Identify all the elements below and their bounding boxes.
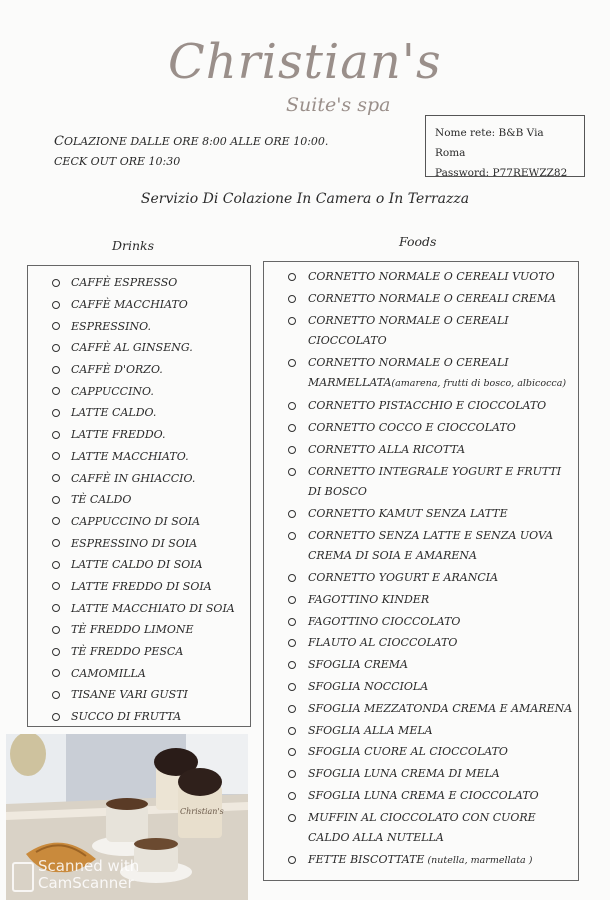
- bullet-circle-icon: [288, 639, 296, 647]
- food-item-label: SFOGLIA ALLA MELA: [308, 723, 433, 737]
- bullet-circle-icon: [288, 596, 296, 604]
- drink-item: [52, 380, 248, 402]
- drink-item-label: LATTE FREDDO.: [71, 428, 166, 442]
- drink-item-label: TÈ FREDDO LIMONE: [71, 623, 194, 637]
- drink-item: [52, 576, 248, 598]
- food-item: [288, 396, 573, 417]
- drink-item-label: LATTE FREDDO DI SOIA: [71, 579, 212, 593]
- food-item: [288, 699, 573, 720]
- food-item-label: CORNETTO COCCO E CIOCCOLATO: [308, 420, 516, 434]
- drink-item: [52, 489, 248, 511]
- food-item: [288, 311, 573, 352]
- drink-item: [52, 337, 248, 359]
- bullet-circle-icon: [52, 344, 60, 352]
- bullet-circle-icon: [52, 626, 60, 634]
- drink-item: [52, 706, 248, 728]
- bullet-circle-icon: [52, 691, 60, 699]
- food-item: [288, 440, 573, 461]
- bullet-circle-icon: [52, 452, 60, 460]
- food-item-label: SFOGLIA MEZZATONDA CREMA E AMARENA: [308, 701, 573, 715]
- food-item: [288, 850, 573, 872]
- drink-item: [52, 272, 248, 294]
- food-item-label: FAGOTTINO CIOCCOLATO: [308, 614, 461, 628]
- bullet-circle-icon: [52, 431, 60, 439]
- food-item-label: SFOGLIA LUNA CREMA E CIOCCOLATO: [308, 788, 539, 802]
- food-item: [288, 764, 573, 785]
- foods-list: [288, 267, 573, 873]
- food-item: [288, 655, 573, 676]
- bullet-circle-icon: [288, 770, 296, 778]
- service-title: Servizio Di Colazione In Camera o In Terrazza: [140, 191, 470, 207]
- drink-item-label: CAFFÈ MACCHIATO: [71, 298, 188, 312]
- drink-item: [52, 619, 248, 641]
- wifi-password: Password: P77REWZZ82: [435, 167, 568, 179]
- watermark-line-2: CamScanner: [38, 874, 134, 892]
- bullet-circle-icon: [52, 387, 60, 395]
- food-item-label: CORNETTO NORMALE O CEREALI VUOTO: [308, 270, 555, 283]
- bullet-circle-icon: [288, 359, 296, 367]
- food-item-label: CORNETTO PISTACCHIO E CIOCCOLATO: [308, 399, 547, 413]
- drink-item-label: SUCCO DI FRUTTA: [71, 710, 182, 724]
- bullet-circle-icon: [288, 814, 296, 822]
- drink-item-label: TÈ FREDDO PESCA: [71, 645, 184, 659]
- bullet-circle-icon: [52, 539, 60, 547]
- bullet-circle-icon: [288, 446, 296, 454]
- drink-item: [52, 446, 248, 468]
- food-item-label: MUFFIN AL CIOCCOLATO CON CUORE CALDO ALLA NUTELLA: [308, 810, 536, 845]
- drink-item: [52, 511, 248, 533]
- breakfast-hours: [54, 132, 328, 172]
- drink-item-label: ESPRESSINO DI SOIA: [71, 536, 198, 550]
- hours-line-1: COLAZIONE DALLE ORE 8:00 ALLE ORE 10:00.: [54, 134, 329, 149]
- food-item-label: FETTE BISCOTTATE: [308, 853, 425, 867]
- drink-item: [52, 597, 248, 619]
- drink-item: [52, 662, 248, 684]
- logo-subtitle: Suite's spa: [286, 94, 391, 116]
- bullet-circle-icon: [288, 424, 296, 432]
- food-item: [288, 786, 573, 807]
- food-item: [288, 504, 573, 525]
- bullet-circle-icon: [288, 748, 296, 756]
- bullet-circle-icon: [52, 582, 60, 590]
- food-item-label: FLAUTO AL CIOCCOLATO: [308, 636, 458, 650]
- bullet-circle-icon: [52, 409, 60, 417]
- drink-item: [52, 532, 248, 554]
- bullet-circle-icon: [288, 574, 296, 582]
- drink-item-label: TISANE VARI GUSTI: [71, 688, 188, 702]
- drink-item: [52, 315, 248, 337]
- drink-item: [52, 467, 248, 489]
- bullet-circle-icon: [52, 322, 60, 330]
- bullet-circle-icon: [52, 301, 60, 309]
- food-item: [288, 353, 573, 395]
- food-item-label: CORNETTO ALLA RICOTTA: [308, 442, 466, 456]
- drink-item-label: CAPPUCCINO.: [71, 384, 154, 398]
- food-item: [288, 808, 573, 849]
- bullet-circle-icon: [288, 468, 296, 476]
- camscanner-icon: [12, 862, 34, 892]
- bullet-circle-icon: [288, 792, 296, 800]
- bullet-circle-icon: [288, 532, 296, 540]
- food-item: [288, 612, 573, 633]
- food-item-label: CORNETTO KAMUT SENZA LATTE: [308, 506, 508, 520]
- drinks-list: [52, 272, 248, 727]
- bullet-circle-icon: [288, 273, 296, 281]
- bullet-circle-icon: [288, 295, 296, 303]
- bullet-circle-icon: [288, 705, 296, 713]
- drink-item-label: CAPPUCCINO DI SOIA: [71, 514, 201, 528]
- food-item: [288, 418, 573, 439]
- drink-item-label: CAFFÈ D'ORZO.: [71, 363, 163, 377]
- food-item-label: SFOGLIA CREMA: [308, 658, 408, 672]
- bullet-circle-icon: [52, 279, 60, 287]
- food-item: [288, 677, 573, 698]
- food-item: [288, 590, 573, 611]
- food-item: [288, 526, 573, 567]
- bullet-circle-icon: [288, 661, 296, 669]
- drink-item-label: LATTE MACCHIATO.: [71, 449, 189, 463]
- food-item-note: (nutella, marmellata ): [424, 855, 533, 867]
- drink-item: [52, 684, 248, 706]
- bullet-circle-icon: [52, 604, 60, 612]
- drink-item: [52, 359, 248, 381]
- drink-item-label: CAFFÈ IN GHIACCIO.: [71, 471, 196, 485]
- bullet-circle-icon: [52, 561, 60, 569]
- bullet-circle-icon: [52, 648, 60, 656]
- drink-item-label: CAMOMILLA: [71, 666, 146, 680]
- drink-item: [52, 402, 248, 424]
- drinks-heading: Drinks: [112, 238, 155, 253]
- food-item-label: FAGOTTINO KINDER: [308, 592, 430, 606]
- bullet-circle-icon: [52, 366, 60, 374]
- drink-item-label: ESPRESSINO.: [71, 319, 151, 333]
- bullet-circle-icon: [288, 317, 296, 325]
- food-item-label: CORNETTO INTEGRALE YOGURT E FRUTTI DI BOSCO: [308, 464, 562, 499]
- drink-item: [52, 641, 248, 663]
- bullet-circle-icon: [288, 856, 296, 864]
- food-item: [288, 267, 573, 288]
- food-item-label: CORNETTO NORMALE O CEREALI MARMELLATA: [308, 355, 509, 390]
- food-item: [288, 568, 573, 589]
- bullet-circle-icon: [52, 474, 60, 482]
- drink-item-label: LATTE CALDO DI SOIA: [71, 558, 203, 572]
- bullet-circle-icon: [288, 618, 296, 626]
- bullet-circle-icon: [288, 727, 296, 735]
- drink-item-label: LATTE CALDO.: [71, 406, 157, 420]
- checkout-line: CECK OUT ORE 10:30: [54, 155, 181, 168]
- food-item-label: CORNETTO SENZA LATTE E SENZA UOVA CREMA DI SOIA E AMARENA: [308, 528, 554, 563]
- drink-item: [52, 294, 248, 316]
- bullet-circle-icon: [52, 517, 60, 525]
- food-item: [288, 462, 573, 503]
- food-item-note: (amarena, frutti di bosco, albicocca): [391, 378, 567, 390]
- food-item: [288, 721, 573, 742]
- food-item: [288, 742, 573, 763]
- food-item-label: SFOGLIA NOCCIOLA: [308, 679, 429, 693]
- wifi-network: Nome rete: B&B Via Roma: [435, 127, 544, 159]
- bullet-circle-icon: [52, 713, 60, 721]
- bullet-circle-icon: [288, 510, 296, 518]
- drink-item: [52, 554, 248, 576]
- bullet-circle-icon: [288, 683, 296, 691]
- drinks-list-box: [27, 265, 251, 727]
- food-item-label: SFOGLIA LUNA CREMA DI MELA: [308, 767, 500, 781]
- bullet-circle-icon: [52, 496, 60, 504]
- drink-item: [52, 424, 248, 446]
- bullet-circle-icon: [288, 402, 296, 410]
- bullet-circle-icon: [52, 669, 60, 677]
- wifi-info-box: [425, 115, 585, 177]
- food-item-label: CORNETTO NORMALE O CEREALI CREMA: [308, 291, 557, 305]
- watermark-line-1: Scanned with: [38, 857, 140, 875]
- food-item: [288, 633, 573, 654]
- food-item-label: CORNETTO YOGURT E ARANCIA: [308, 570, 499, 584]
- foods-heading: Foods: [399, 234, 437, 249]
- logo-title: Christian's: [168, 34, 442, 90]
- food-item: [288, 289, 573, 310]
- scanner-watermark: [14, 858, 139, 892]
- drink-item-label: LATTE MACCHIATO DI SOIA: [71, 601, 235, 615]
- food-item-label: CORNETTO NORMALE O CEREALI CIOCCOLATO: [308, 313, 509, 348]
- drink-item-label: CAFFÈ ESPRESSO: [71, 276, 178, 290]
- drink-item-label: CAFFÈ AL GINSENG.: [71, 341, 193, 355]
- food-item-label: SFOGLIA CUORE AL CIOCCOLATO: [308, 745, 508, 759]
- drink-item-label: TÈ CALDO: [71, 493, 132, 507]
- foods-list-box: [263, 261, 579, 881]
- cup-logo-text: Christian's: [180, 807, 224, 816]
